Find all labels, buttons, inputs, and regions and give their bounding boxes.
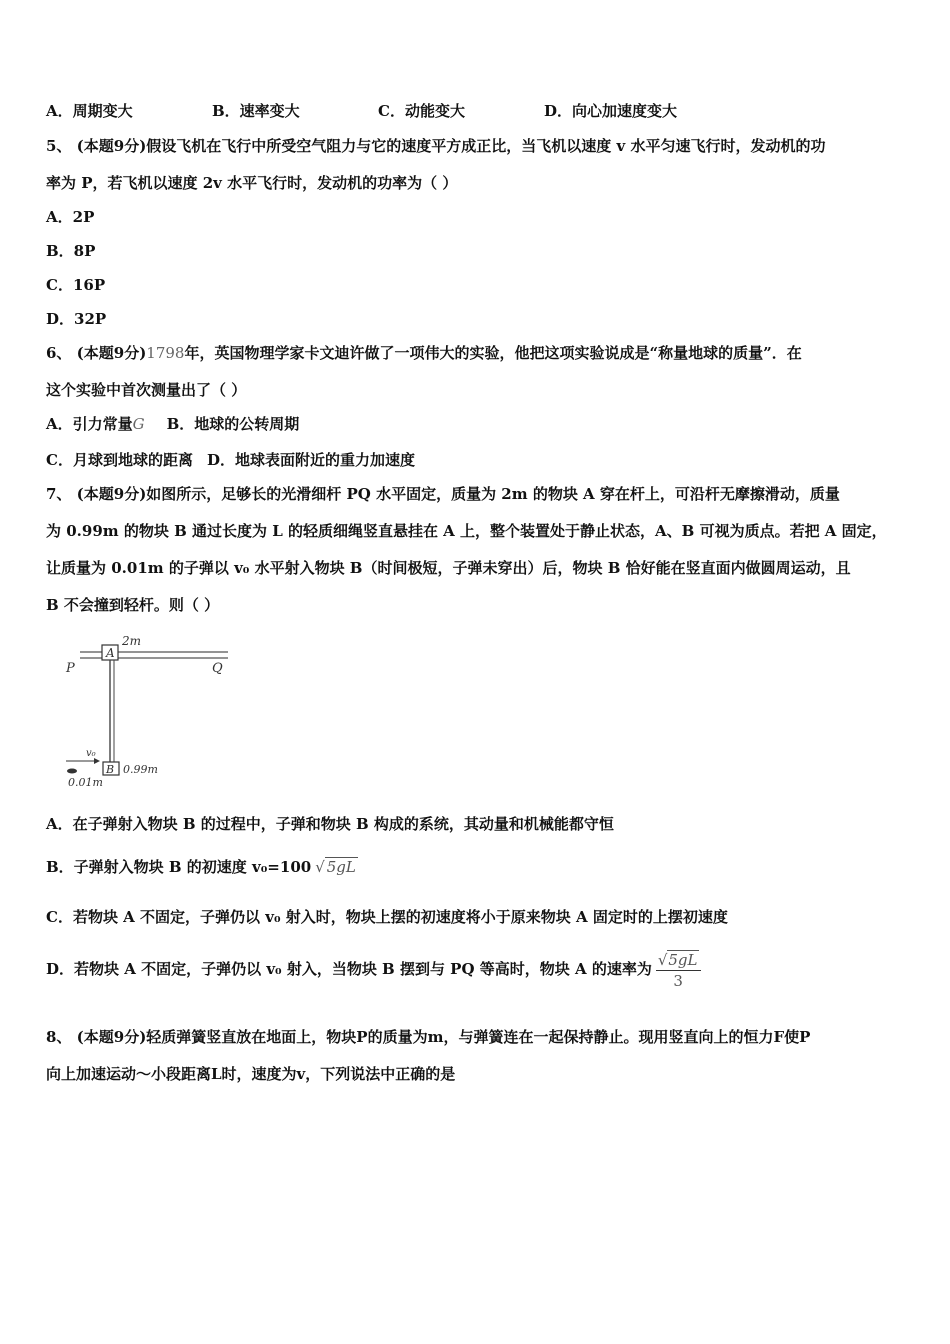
q7-option-d bbox=[46, 944, 701, 994]
q6-line1-rest: 年，英国物理学家卡文迪许做了一项伟大的实验，他把这项实验说成是“称量地球的质量”．在 bbox=[184, 344, 802, 362]
q7-option-d-denominator: 3 bbox=[673, 971, 683, 990]
q6-option-d: D．地球表面附近的重力加速度 bbox=[206, 451, 415, 469]
q6-option-a-text: A．引力常量 bbox=[46, 415, 133, 433]
q6-year: 1798 bbox=[146, 344, 185, 362]
label-q: Q bbox=[212, 661, 223, 676]
q8-stem-line2: 向上加速运动〜小段距离L时，速度为v，下列说法中正确的是 bbox=[46, 1065, 456, 1083]
q5-option-c: C．16P bbox=[46, 276, 106, 294]
q7-stem-line2: 为 0.99m 的物块 B 通过长度为 L 的轻质细绳竖直悬挂在 A 上，整个装置处于静止状态，A、B 可视为质点。若把 A 固定， bbox=[46, 522, 887, 540]
label-001m: 0.01m bbox=[68, 776, 103, 789]
q6-prefix: 6、 (本题9分) bbox=[46, 344, 147, 362]
label-a: A bbox=[106, 646, 115, 660]
q6-stem-line1 bbox=[46, 342, 802, 364]
label-b: B bbox=[106, 763, 115, 776]
q7-option-d-numerator: 5gL bbox=[668, 950, 698, 969]
q4-option-d: D．向心加速度变大 bbox=[544, 102, 678, 120]
q5-option-d: D．32P bbox=[46, 310, 107, 328]
q5-option-a: A．2P bbox=[46, 208, 95, 226]
q4-option-c: C．动能变大 bbox=[378, 102, 465, 120]
q7-stem-line3: 让质量为 0.01m 的子弹以 v₀ 水平射入物块 B（时间极短，子弹未穿出）后，物块 B 恰好能在竖直面内做圆周运动，且 bbox=[46, 559, 851, 577]
q5-option-b: B．8P bbox=[46, 242, 96, 260]
q6-stem-line2: 这个实验中首次测量出了（ ） bbox=[46, 381, 247, 399]
q7-stem-line1: 7、 (本题9分)如图所示，足够长的光滑细杆 PQ 水平固定，质量为 2m 的物块 A 穿在杆上，可沿杆无摩擦滑动，质量 bbox=[46, 485, 840, 503]
q7-option-d-fraction: $\frac{√5gL}{3}$ bbox=[656, 950, 701, 991]
q6-option-b: B．地球的公转周期 bbox=[166, 415, 300, 433]
q6-option-a-symbol: G bbox=[132, 415, 145, 433]
bullet bbox=[67, 769, 77, 774]
q7-option-b-sqrt: √ 5gL bbox=[315, 858, 356, 876]
q6-options-row2 bbox=[46, 449, 415, 471]
q7-option-c: C．若物块 A 不固定，子弹仍以 v₀ 射入时，物块上摆的初速度将小于原来物块 A 固定时的上摆初速度 bbox=[46, 908, 728, 926]
q6-option-c: C．月球到地球的距离 bbox=[46, 451, 193, 469]
label-2m: 2m bbox=[122, 634, 142, 648]
q7-figure bbox=[60, 630, 250, 795]
label-v0: v₀ bbox=[86, 748, 96, 759]
q7-option-d-text: D．若物块 A 不固定，子弹仍以 v₀ 射入，当物块 B 摆到与 PQ 等高时，物块 A 的速率为 bbox=[46, 960, 652, 978]
q8-stem-line1: 8、 (本题9分)轻质弹簧竖直放在地面上，物块P的质量为m，与弹簧连在一起保持静止。现用竖直向上的恒力F使P bbox=[46, 1028, 811, 1046]
label-p: P bbox=[66, 661, 75, 676]
q7-option-b-text: B．子弹射入物块 B 的初速度 v₀=100 bbox=[46, 858, 312, 876]
q7-option-b bbox=[46, 852, 358, 882]
q4-option-b: B．速率变大 bbox=[212, 102, 300, 120]
q7-option-a: A．在子弹射入物块 B 的过程中，子弹和物块 B 构成的系统，其动量和机械能都守恒 bbox=[46, 815, 614, 833]
q7-option-b-radicand: 5gL bbox=[326, 858, 356, 876]
label-099m: 0.99m bbox=[123, 763, 158, 776]
q4-option-a: A．周期变大 bbox=[46, 102, 133, 120]
q5-stem-line1: 5、 (本题9分)假设飞机在飞行中所受空气阻力与它的速度平方成正比，当飞机以速度 v 水平匀速飞行时，发动机的功 bbox=[46, 137, 826, 155]
q5-stem-line2: 率为 P，若飞机以速度 2v 水平飞行时，发动机的功率为（ ） bbox=[46, 174, 458, 192]
q7-stem-line4: B 不会撞到轻杆。则（ ） bbox=[46, 596, 220, 614]
q6-options-row1 bbox=[46, 413, 299, 435]
